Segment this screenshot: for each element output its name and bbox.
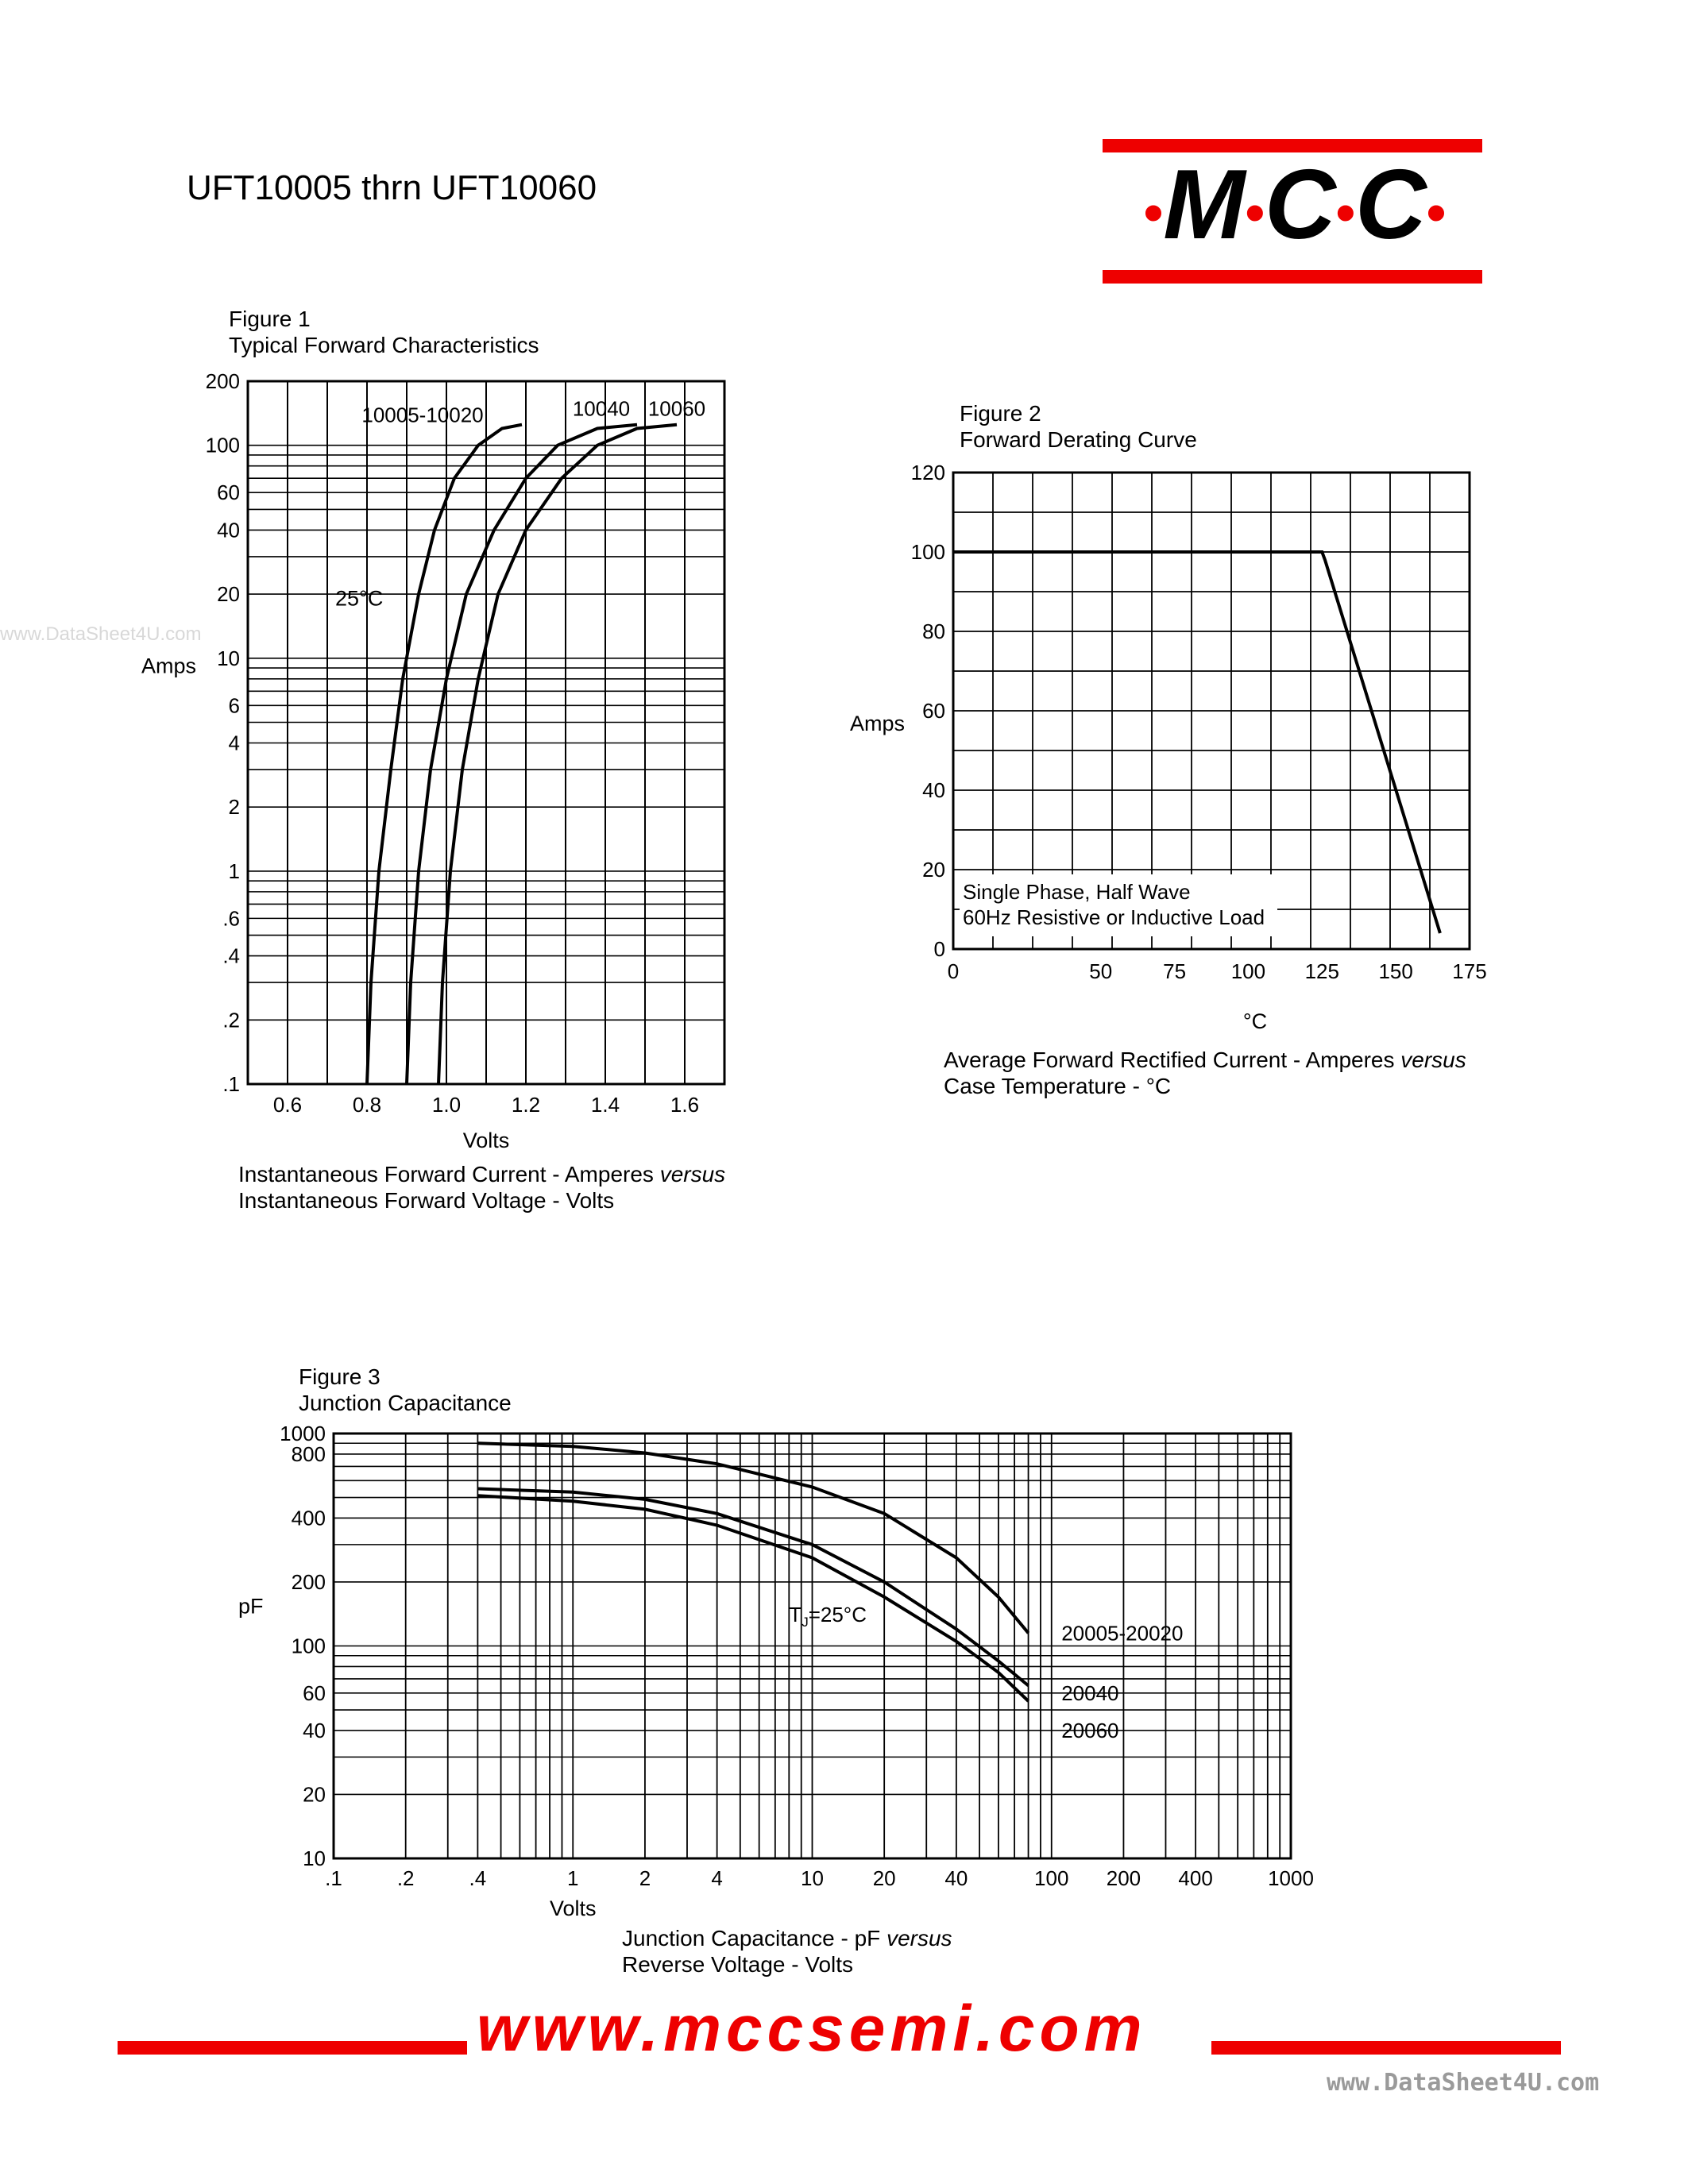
x-tick-label: 50: [1089, 959, 1113, 983]
series-label: 20040: [1061, 1680, 1119, 1705]
y-tick-label: 4: [228, 731, 240, 755]
x-tick-label: 175: [1452, 959, 1487, 983]
watermark-left: www.DataSheet4U.com: [0, 623, 202, 645]
x-tick-label: 100: [1034, 1866, 1069, 1890]
x-tick-label: 1: [567, 1866, 579, 1890]
y-tick-label: 1: [228, 859, 240, 883]
x-axis-label: °C: [1242, 1009, 1268, 1033]
watermark-right: www.DataSheet4U.com: [1327, 2069, 1600, 2097]
temperature-note: [789, 1603, 867, 1630]
x-tick-label: 1.2: [511, 1093, 541, 1117]
temperature-note: 25°C: [335, 586, 384, 611]
y-axis-label: Amps: [141, 654, 197, 678]
figure3-caption-versus: versus: [886, 1926, 952, 1951]
y-tick-label: 120: [910, 461, 945, 484]
figure2-caption-text: Average Forward Rectified Current - Amperes: [944, 1048, 1401, 1072]
y-tick-label: 20: [217, 582, 240, 607]
x-tick-label: 150: [1378, 959, 1413, 983]
figure2-name: Forward Derating Curve: [960, 427, 1197, 452]
logo-dot: •: [1245, 181, 1265, 244]
y-axis-label: Amps: [850, 712, 906, 735]
y-tick-label: 60: [303, 1680, 326, 1705]
figure1-name: Typical Forward Characteristics: [229, 333, 539, 357]
figure1-chart: [119, 361, 755, 1152]
y-tick-label: 40: [922, 778, 945, 802]
x-tick-label: 100: [1230, 959, 1266, 983]
page-title: UFT10005 thrn UFT10060: [187, 168, 597, 207]
figure2-label: Figure 2: [960, 401, 1041, 426]
y-tick-label: .6: [222, 906, 240, 931]
logo-dot: •: [1426, 181, 1447, 244]
y-tick-label: 6: [228, 693, 240, 718]
x-tick-label: 75: [1163, 959, 1187, 983]
temperature-note-rest: =25°C: [808, 1603, 867, 1627]
figure2-chart: [842, 457, 1501, 1044]
figure3-heading: [299, 1364, 512, 1416]
series-label: 10005-10020: [361, 403, 484, 427]
y-tick-label: 60: [922, 699, 945, 723]
y-tick-label: 60: [217, 480, 240, 505]
x-tick-label: 200: [1106, 1866, 1141, 1890]
y-axis-label: pF: [238, 1594, 264, 1619]
y-tick-label: 100: [910, 540, 945, 564]
footer-url[interactable]: www.mccsemi.com: [477, 1993, 1147, 2065]
x-tick-label: 4: [711, 1866, 723, 1890]
y-tick-label: .1: [222, 1072, 240, 1096]
x-tick-label: 0.8: [352, 1093, 382, 1117]
y-tick-label: 40: [217, 518, 240, 542]
temperature-note-t: T: [789, 1603, 802, 1627]
temperature-note-sub: J: [802, 1615, 809, 1630]
figure3-caption-text: Junction Capacitance - pF: [622, 1926, 887, 1951]
figure2-caption-line1: [944, 1047, 1466, 1073]
figure1-caption-line2: Instantaneous Forward Voltage - Volts: [238, 1188, 615, 1213]
x-tick-label: 1000: [1268, 1866, 1314, 1890]
conditions-note-line2: 60Hz Resistive or Inductive Load: [963, 905, 1265, 929]
series-line-10060: [438, 425, 677, 1084]
conditions-note-line1: Single Phase, Half Wave: [963, 880, 1191, 904]
footer-right-bar: [1211, 2041, 1561, 2055]
x-tick-label: .1: [325, 1866, 342, 1890]
logo-letter-m: M: [1163, 150, 1246, 260]
logo-dot: •: [1335, 181, 1356, 244]
figure1-caption: [238, 1161, 725, 1214]
y-tick-label: 20: [922, 858, 945, 882]
y-tick-label: 40: [303, 1718, 326, 1742]
x-tick-label: 1.4: [590, 1093, 620, 1117]
y-tick-label: 1000: [280, 1422, 326, 1445]
figure2-caption: [944, 1047, 1466, 1099]
figure1-caption-line1: [238, 1161, 725, 1187]
y-tick-label: 10: [303, 1846, 326, 1870]
logo-dot: •: [1143, 181, 1164, 244]
figure3-name: Junction Capacitance: [299, 1391, 512, 1415]
y-tick-label: .2: [222, 1008, 240, 1032]
logo-letter-c1: C: [1265, 150, 1336, 260]
x-axis-label: Volts: [549, 1897, 597, 1920]
x-tick-label: .2: [396, 1866, 415, 1890]
logo-text: [1104, 150, 1485, 260]
logo-letter-c2: C: [1355, 150, 1427, 260]
y-tick-label: .4: [222, 943, 240, 968]
x-tick-label: 10: [801, 1866, 824, 1890]
x-tick-label: 1.6: [670, 1093, 700, 1117]
figure2-heading: [960, 400, 1197, 453]
y-tick-label: 400: [291, 1506, 326, 1530]
x-tick-label: 0: [947, 959, 960, 983]
x-tick-label: 1.0: [431, 1093, 462, 1117]
series-label: 10060: [647, 396, 706, 421]
x-tick-label: 0.6: [272, 1093, 303, 1117]
series-label: 20005-20020: [1061, 1621, 1184, 1646]
figure3-caption-line1: [622, 1925, 952, 1951]
figure1-caption-versus: versus: [659, 1162, 726, 1187]
y-tick-label: 200: [205, 369, 240, 393]
y-tick-label: 100: [205, 433, 240, 457]
y-tick-label: 2: [228, 795, 240, 820]
x-tick-label: 20: [872, 1866, 896, 1890]
figure1-caption-text: Instantaneous Forward Current - Amperes: [238, 1162, 660, 1187]
logo-bottom-bar: [1103, 270, 1482, 284]
y-tick-label: 800: [291, 1441, 326, 1466]
x-axis-label: Volts: [462, 1129, 510, 1152]
y-tick-label: 0: [933, 937, 945, 961]
y-tick-label: 80: [922, 619, 945, 643]
figure3-label: Figure 3: [299, 1364, 380, 1389]
x-tick-label: 2: [639, 1866, 651, 1890]
x-tick-label: 400: [1178, 1866, 1213, 1890]
series-label: 10040: [572, 396, 631, 421]
figure3-caption-line2: Reverse Voltage - Volts: [622, 1952, 854, 1977]
y-tick-label: 100: [291, 1634, 326, 1658]
series-label: 20060: [1061, 1718, 1119, 1742]
figure3-chart: [222, 1418, 1350, 1918]
y-tick-label: 200: [291, 1569, 326, 1594]
x-tick-label: .4: [469, 1866, 487, 1890]
y-tick-label: 20: [303, 1782, 326, 1807]
x-tick-label: 125: [1304, 959, 1339, 983]
figure2-caption-line2: Case Temperature - °C: [944, 1074, 1172, 1098]
figure1-label: Figure 1: [229, 307, 311, 331]
x-tick-label: 40: [944, 1866, 968, 1890]
figure1-heading: [229, 306, 539, 358]
figure2-caption-versus: versus: [1400, 1048, 1466, 1072]
footer-left-bar: [118, 2041, 467, 2055]
y-tick-label: 10: [217, 646, 240, 670]
figure3-caption: [622, 1925, 952, 1978]
